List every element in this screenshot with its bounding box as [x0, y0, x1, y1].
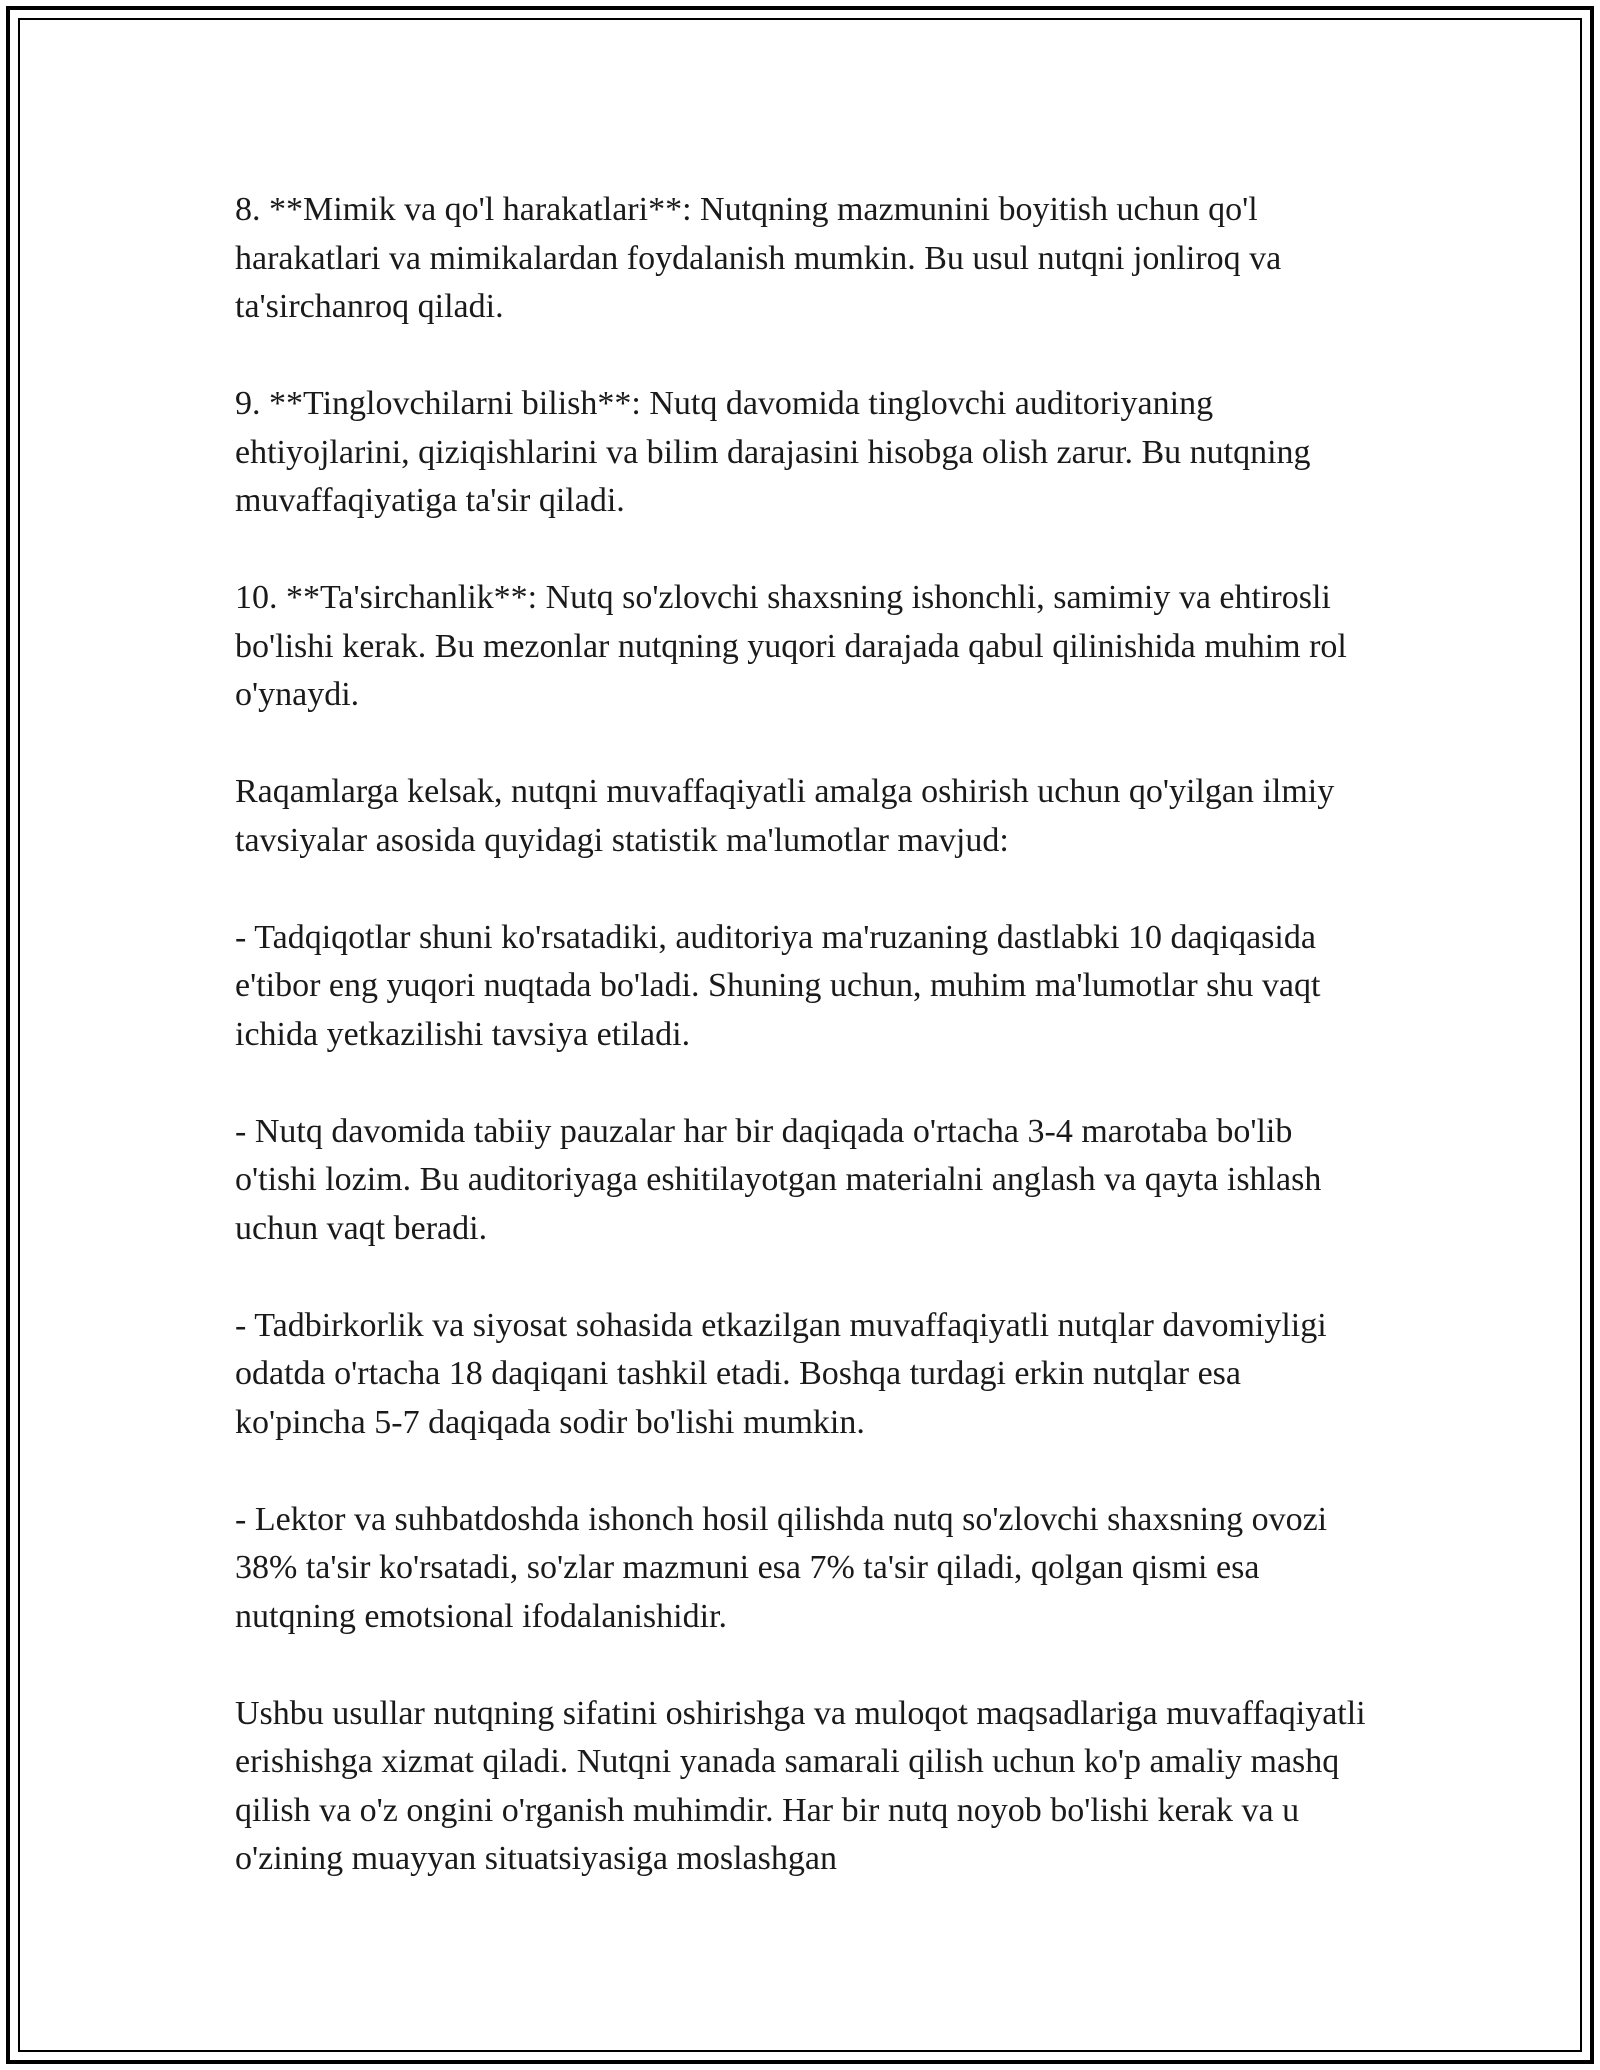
paragraph-item-10: 10. **Ta'sirchanlik**: Nutq so'zlovchi shaxsning ishonchli, samimiy va ehtirosli bo'lishi kerak. Bu mezonlar nutqning yuqori darajada qabul qilinishida muhim rol o'ynaydi. [235, 579, 1347, 713]
paragraph-statistics-intro: Raqamlarga kelsak, nutqni muvaffaqiyatli amalga oshirish uchun qo'yilgan ilmiy tavsiyalar asosida quyidagi statistik ma'lumotlar mavjud: [235, 773, 1335, 859]
paragraph-bullet-pauses: - Nutq davomida tabiiy pauzalar har bir daqiqada o'rtacha 3-4 marotaba bo'lib o'tishi lozim. Bu auditoriyaga eshitilayotgan materialni anglash va qayta ishlash uchun vaqt beradi. [235, 1112, 1322, 1247]
paragraph-item-8: 8. **Mimik va qo'l harakatlari**: Nutqning mazmunini boyitish uchun qo'l harakatlari va mimikalardan foydalanish mumkin. Bu usul nutqni jonliroq va ta'sirchanroq qiladi. [235, 191, 1282, 325]
paragraph-item-9: 9. **Tinglovchilarni bilish**: Nutq davomida tinglovchi auditoriyaning ehtiyojlarini, qiziqishlarini va bilim darajasini hisobga olish zarur. Bu nutqning muvaffaqiyatiga ta'sir qiladi. [235, 385, 1311, 519]
paragraph-bullet-duration: - Tadbirkorlik va siyosat sohasida etkazilgan muvaffaqiyatli nutqlar davomiyligi odatda o'rtacha 18 daqiqani tashkil etadi. Boshqa turdagi erkin nutqlar esa ko'pincha 5-7 daqiqada sodir bo'lishi mumkin. [235, 1306, 1327, 1441]
paragraph-bullet-voice: - Lektor va suhbatdoshda ishonch hosil qilishda nutq so'zlovchi shaxsning ovozi 38% ta'sir ko'rsatadi, so'zlar mazmuni esa 7% ta'sir qiladi, qolgan qismi esa nutqning emotsional ifodalanishidir. [235, 1500, 1328, 1635]
document-body [235, 186, 1375, 1884]
paragraph-bullet-attention: - Tadqiqotlar shuni ko'rsatadiki, auditoriya ma'ruzaning dastlabki 10 daqiqasida e'tibor eng yuqori nuqtada bo'ladi. Shuning uchun, muhim ma'lumotlar shu vaqt ichida yetkazilishi tavsiya etiladi. [235, 918, 1321, 1053]
paragraph-conclusion: Ushbu usullar nutqning sifatini oshirishga va muloqot maqsadlariga muvaffaqiyatli erishishga xizmat qiladi. Nutqni yanada samarali qilish uchun ko'p amaliy mashq qilish va o'z ongini o'rganish muhimdir. Har bir nutq noyob bo'lishi kerak va u o'zining muayyan situatsiyasiga moslashgan [235, 1694, 1366, 1877]
